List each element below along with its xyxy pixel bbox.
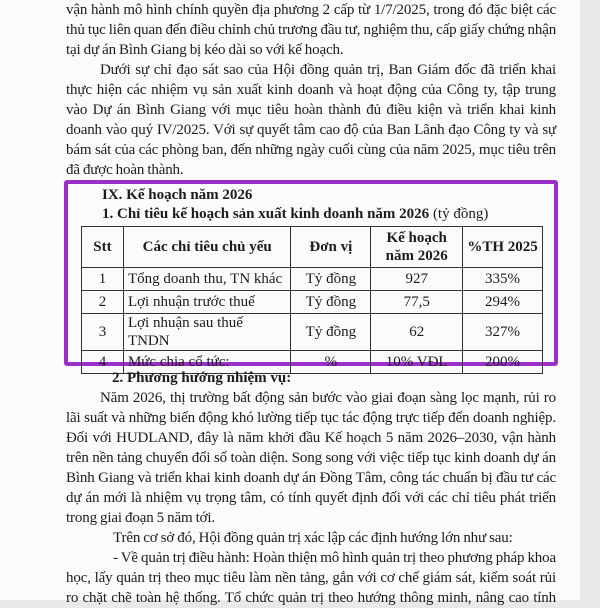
text-line: vào Dự án Bình Giang với mục tiêu hoàn thành đủ điều kiện và triển khai kinh bbox=[66, 102, 556, 118]
table-title-text: 1. Chỉ tiêu kế hoạch sản xuất kinh doanh năm 2026 bbox=[102, 206, 430, 222]
header-cell: Stt bbox=[82, 227, 124, 268]
cell: Lợi nhuận sau thuế TNDN bbox=[123, 314, 291, 351]
header-cell: Đơn vị bbox=[291, 227, 371, 268]
table-row bbox=[82, 291, 543, 314]
text-line: thủ tục liên quan đến điều chỉnh chủ trương đầu tư, nghiệm thu, cấp giấy chứng nhận bbox=[66, 22, 557, 38]
cell: 294% bbox=[463, 291, 543, 314]
table-header-row bbox=[82, 227, 543, 268]
text-line: học, lấy quản trị theo mục tiêu làm nền tảng, gắn với cơ chế giám sát, kiểm soát rủi bbox=[66, 570, 556, 586]
section-heading-2: 2. Phương hướng nhiệm vụ: bbox=[112, 370, 292, 386]
cell: 200% bbox=[463, 351, 543, 374]
header-cell: Các chỉ tiêu chủ yếu bbox=[123, 227, 291, 268]
text-line: Dưới sự chỉ đạo sát sao của Hội đồng quản trị, Ban Giám đốc đã triển khai bbox=[100, 62, 556, 78]
plan-table bbox=[81, 226, 543, 374]
text-line: trong giai đoạn 5 năm tới. bbox=[66, 510, 216, 526]
text-line: Đối với HUDLAND, đây là năm khởi đầu Kế hoạch 5 năm 2026–2030, vận hành bbox=[66, 430, 556, 446]
text-line: ro chặt chẽ toàn hệ thống. Tổ chức quản trị theo hướng thông minh, nâng cao tính bbox=[66, 590, 556, 606]
cell: 2 bbox=[82, 291, 124, 314]
text-line: tại dự án Bình Giang bị kéo dài so với kế hoạch. bbox=[66, 42, 344, 58]
text-line: trên nền tảng chuyển đổi số toàn diện. Song song với việc tiếp tục kinh doanh dự án bbox=[66, 450, 556, 466]
table-row bbox=[82, 268, 543, 291]
table-row bbox=[82, 314, 543, 351]
cell: Lợi nhuận trước thuế bbox=[123, 291, 291, 314]
cell: Tổng doanh thu, TN khác bbox=[123, 268, 291, 291]
text-line: đã được hoàn thành. bbox=[66, 162, 184, 178]
highlight-box bbox=[64, 180, 558, 370]
text-line: Năm 2026, thị trường bất động sản bước vào giai đoạn sàng lọc mạnh, rủi ro bbox=[100, 390, 556, 406]
text-line: Trên cơ sở đó, Hội đồng quản trị xác lập các định hướng lớn như sau: bbox=[113, 530, 513, 546]
text-line: doanh vào quý IV/2025. Với sự quyết tâm cao độ của Ban Lãnh đạo Công ty và sự bbox=[66, 122, 556, 138]
cell: Tỷ đồng bbox=[291, 314, 371, 351]
section-heading: IX. Kế hoạch năm 2026 bbox=[102, 187, 253, 203]
cell: 10% VĐL bbox=[371, 351, 463, 374]
cell: Tỷ đồng bbox=[291, 268, 371, 291]
header-cell: %TH 2025 bbox=[463, 227, 543, 268]
cell: 927 bbox=[371, 268, 463, 291]
cell: % bbox=[291, 351, 371, 374]
unit-note: (tỷ đồng) bbox=[432, 206, 489, 222]
cell: 327% bbox=[463, 314, 543, 351]
text-line: lãi suất và những biến động khó lường tiếp tục tác động trực tiếp đến doanh nghiệp. bbox=[66, 410, 556, 426]
text-line: bám sát của các phòng ban, đến những ngày cuối cùng của năm 2025, mục tiêu trên bbox=[66, 142, 556, 158]
text-line: dự án mới là nhiệm vụ trọng tâm, có tính quyết định đối với các chỉ tiêu phát triển bbox=[66, 490, 556, 506]
cell: 1 bbox=[82, 268, 124, 291]
cell: 62 bbox=[371, 314, 463, 351]
cell: 335% bbox=[463, 268, 543, 291]
cell: 3 bbox=[82, 314, 124, 351]
cell: Mức chia cổ tức: bbox=[123, 351, 291, 374]
text-line: thực hiện các nhiệm vụ sản xuất kinh doanh và hoạt động của Công ty, tập trung bbox=[66, 82, 556, 98]
cell: 4 bbox=[82, 351, 124, 374]
text-line: vận hành mô hình chính quyền địa phương 2 cấp từ 1/7/2025, trong đó đặc biệt các bbox=[66, 2, 556, 18]
text-line: - Về quản trị điều hành: Hoàn thiện mô hình quản trị theo phương pháp khoa bbox=[113, 550, 556, 566]
text-line: Bình Giang và triển khai kinh doanh dự án Đồng Tâm, công tác chuẩn bị đầu tư các bbox=[66, 470, 556, 486]
cell: 77,5 bbox=[371, 291, 463, 314]
cell: Tỷ đồng bbox=[291, 291, 371, 314]
header-cell: Kế hoạch năm 2026 bbox=[371, 227, 463, 268]
table-title bbox=[102, 205, 488, 224]
